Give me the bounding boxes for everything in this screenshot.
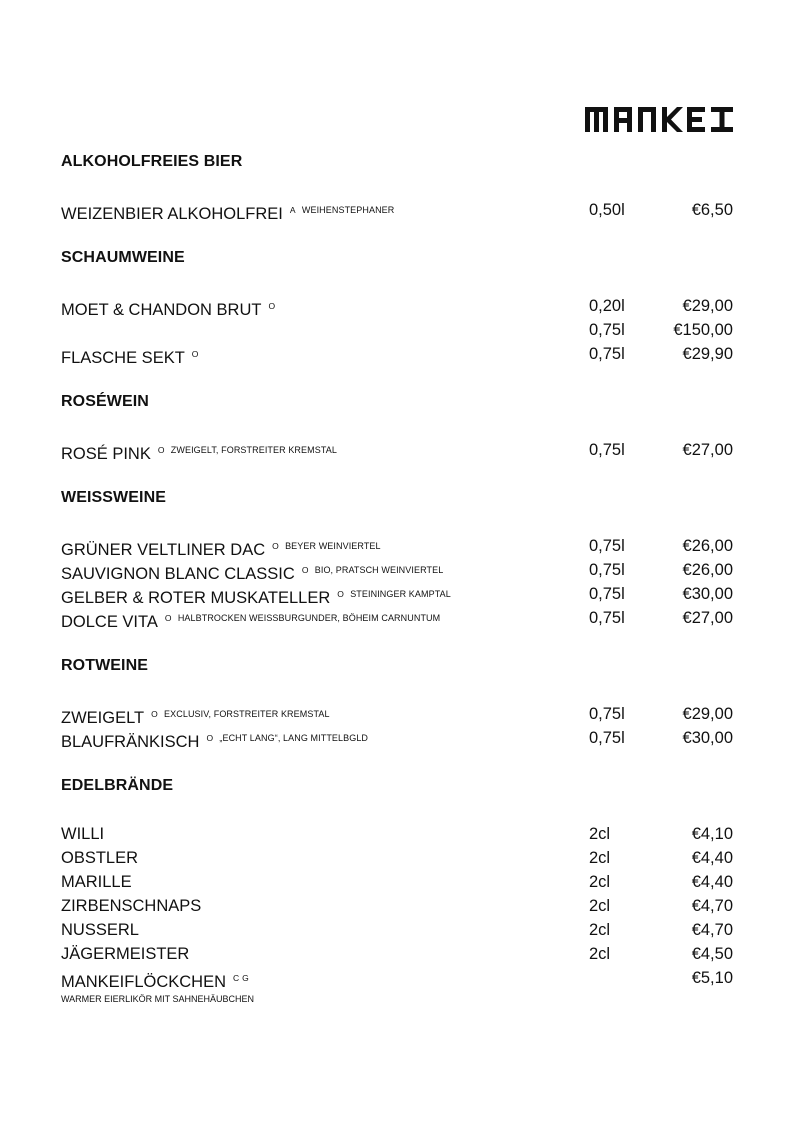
item-volume: 0,75l: [589, 585, 625, 603]
item-price: €4,70: [691, 897, 733, 915]
item-name-group: [61, 918, 139, 942]
item-note: HALBTROCKEN WEISSBURGUNDER, BÖHEIM CARNUNTUM: [177, 613, 441, 623]
item-note: WEIHENSTEPHANER: [301, 205, 395, 215]
item-description: WARMER EIERLIKÖR MIT SAHNEHÄUBCHEN: [61, 994, 255, 1004]
menu-section: [61, 486, 733, 630]
menu-item: [61, 918, 733, 942]
item-name: JÄGERMEISTER: [61, 945, 190, 963]
item-allergen-code: O: [301, 565, 309, 575]
section-title: ROTWEINE: [61, 657, 149, 674]
menu-section: [61, 654, 733, 750]
item-name: GRÜNER VELTLINER DAC: [61, 541, 266, 559]
item-name: GELBER & ROTER MUSKATELLER: [61, 589, 331, 607]
item-name: MANKEIFLÖCKCHEN: [61, 973, 227, 991]
menu-section: [61, 150, 733, 222]
item-note: EXCLUSIV, FORSTREITER KREMSTAL: [164, 709, 330, 719]
item-name-group: [61, 726, 368, 754]
menu-item: [61, 966, 733, 990]
item-name: ZIRBENSCHNAPS: [61, 897, 202, 915]
menu-item: [61, 942, 733, 966]
menu-item: [61, 582, 733, 606]
item-price: €4,50: [691, 945, 733, 963]
item-name-group: [61, 606, 440, 634]
item-volume: 0,75l: [589, 321, 625, 339]
menu-item: [61, 726, 733, 750]
section-title: SCHAUMWEINE: [61, 249, 185, 266]
item-note: ZWEIGELT, FORSTREITER KREMSTAL: [170, 445, 337, 455]
item-name-group: [61, 966, 249, 994]
item-price: €27,00: [682, 441, 733, 459]
item-name: MARILLE: [61, 873, 132, 891]
item-allergen-code: O: [206, 733, 214, 743]
item-volume: 0,50l: [589, 201, 625, 219]
menu-item: [61, 438, 733, 462]
menu-item: [61, 606, 733, 630]
menu-section: [61, 390, 733, 462]
menu-item: [61, 294, 733, 318]
item-name: OBSTLER: [61, 849, 139, 867]
item-name: WILLI: [61, 825, 105, 843]
item-name: DOLCE VITA: [61, 613, 158, 631]
item-name-group: [61, 822, 104, 846]
item-allergen-code: O: [164, 613, 172, 623]
item-price: €5,10: [691, 969, 733, 987]
item-name-group: [61, 942, 189, 966]
item-name-group: [61, 198, 394, 226]
item-price: €4,40: [691, 849, 733, 867]
item-price: €4,70: [691, 921, 733, 939]
section-title: ROSÉWEIN: [61, 393, 149, 410]
item-allergen-code: A: [289, 205, 296, 215]
mankei-logo: [585, 107, 733, 132]
item-volume: 2cl: [589, 849, 611, 867]
item-volume: 2cl: [589, 873, 611, 891]
item-price: €26,00: [682, 537, 733, 555]
item-price: €4,10: [691, 825, 733, 843]
item-volume: 2cl: [589, 921, 611, 939]
item-name-group: [61, 846, 138, 870]
item-volume: 2cl: [589, 897, 611, 915]
menu-item: [61, 198, 733, 222]
item-name: FLASCHE SEKT: [61, 349, 185, 367]
item-volume: 0,75l: [589, 609, 625, 627]
item-price: €29,90: [682, 345, 733, 363]
item-name: NUSSERL: [61, 921, 139, 939]
item-note: BIO, PRATSCH WEINVIERTEL: [314, 565, 444, 575]
item-name: WEIZENBIER ALKOHOLFREI: [61, 205, 283, 223]
menu-item: [61, 846, 733, 870]
menu-item: [61, 534, 733, 558]
item-name-group: [61, 894, 201, 918]
item-volume: 0,75l: [589, 345, 625, 363]
item-price: €4,40: [691, 873, 733, 891]
item-volume: 0,75l: [589, 537, 625, 555]
item-name: MOET & CHANDON BRUT: [61, 301, 262, 319]
item-allergen-code: O: [191, 349, 199, 359]
item-note: STEININGER KAMPTAL: [350, 589, 451, 599]
item-price: €26,00: [682, 561, 733, 579]
item-volume: 0,75l: [589, 729, 625, 747]
item-price: €6,50: [691, 201, 733, 219]
item-note: BEYER WEINVIERTEL: [285, 541, 381, 551]
item-allergen-code: O: [151, 709, 159, 719]
item-volume: 0,75l: [589, 561, 625, 579]
item-allergen-code: O: [272, 541, 280, 551]
section-title: ALKOHOLFREIES BIER: [61, 153, 243, 170]
drinks-menu: [61, 150, 733, 1006]
item-name-group: [61, 438, 337, 466]
item-name-group: [61, 870, 132, 894]
item-price: €27,00: [682, 609, 733, 627]
menu-item: [61, 870, 733, 894]
item-allergen-code: O: [268, 301, 276, 311]
menu-item: [61, 558, 733, 582]
item-name-group: [61, 342, 199, 370]
item-name: ROSÉ PINK: [61, 445, 151, 463]
menu-section: [61, 774, 733, 1006]
item-volume: 0,75l: [589, 441, 625, 459]
item-volume: 0,20l: [589, 297, 625, 315]
item-price: €30,00: [682, 585, 733, 603]
item-name: SAUVIGNON BLANC CLASSIC: [61, 565, 295, 583]
menu-section: [61, 246, 733, 366]
item-allergen-code: O: [157, 445, 165, 455]
menu-item: [61, 318, 733, 342]
item-allergen-code: O: [337, 589, 345, 599]
item-volume: 2cl: [589, 945, 611, 963]
menu-item: [61, 342, 733, 366]
menu-item: [61, 822, 733, 846]
item-price: €30,00: [682, 729, 733, 747]
item-name: BLAUFRÄNKISCH: [61, 733, 200, 751]
item-price: €29,00: [682, 705, 733, 723]
item-volume: 0,75l: [589, 705, 625, 723]
item-note: „ECHT LANG“, LANG MITTELBGLD: [219, 733, 369, 743]
section-title: EDELBRÄNDE: [61, 777, 174, 794]
item-name: ZWEIGELT: [61, 709, 145, 727]
item-volume: 2cl: [589, 825, 611, 843]
menu-item: [61, 894, 733, 918]
item-price: €29,00: [682, 297, 733, 315]
menu-item: [61, 702, 733, 726]
section-title: WEISSWEINE: [61, 489, 167, 506]
item-allergen-code: C G: [233, 973, 250, 983]
item-price: €150,00: [673, 321, 733, 339]
